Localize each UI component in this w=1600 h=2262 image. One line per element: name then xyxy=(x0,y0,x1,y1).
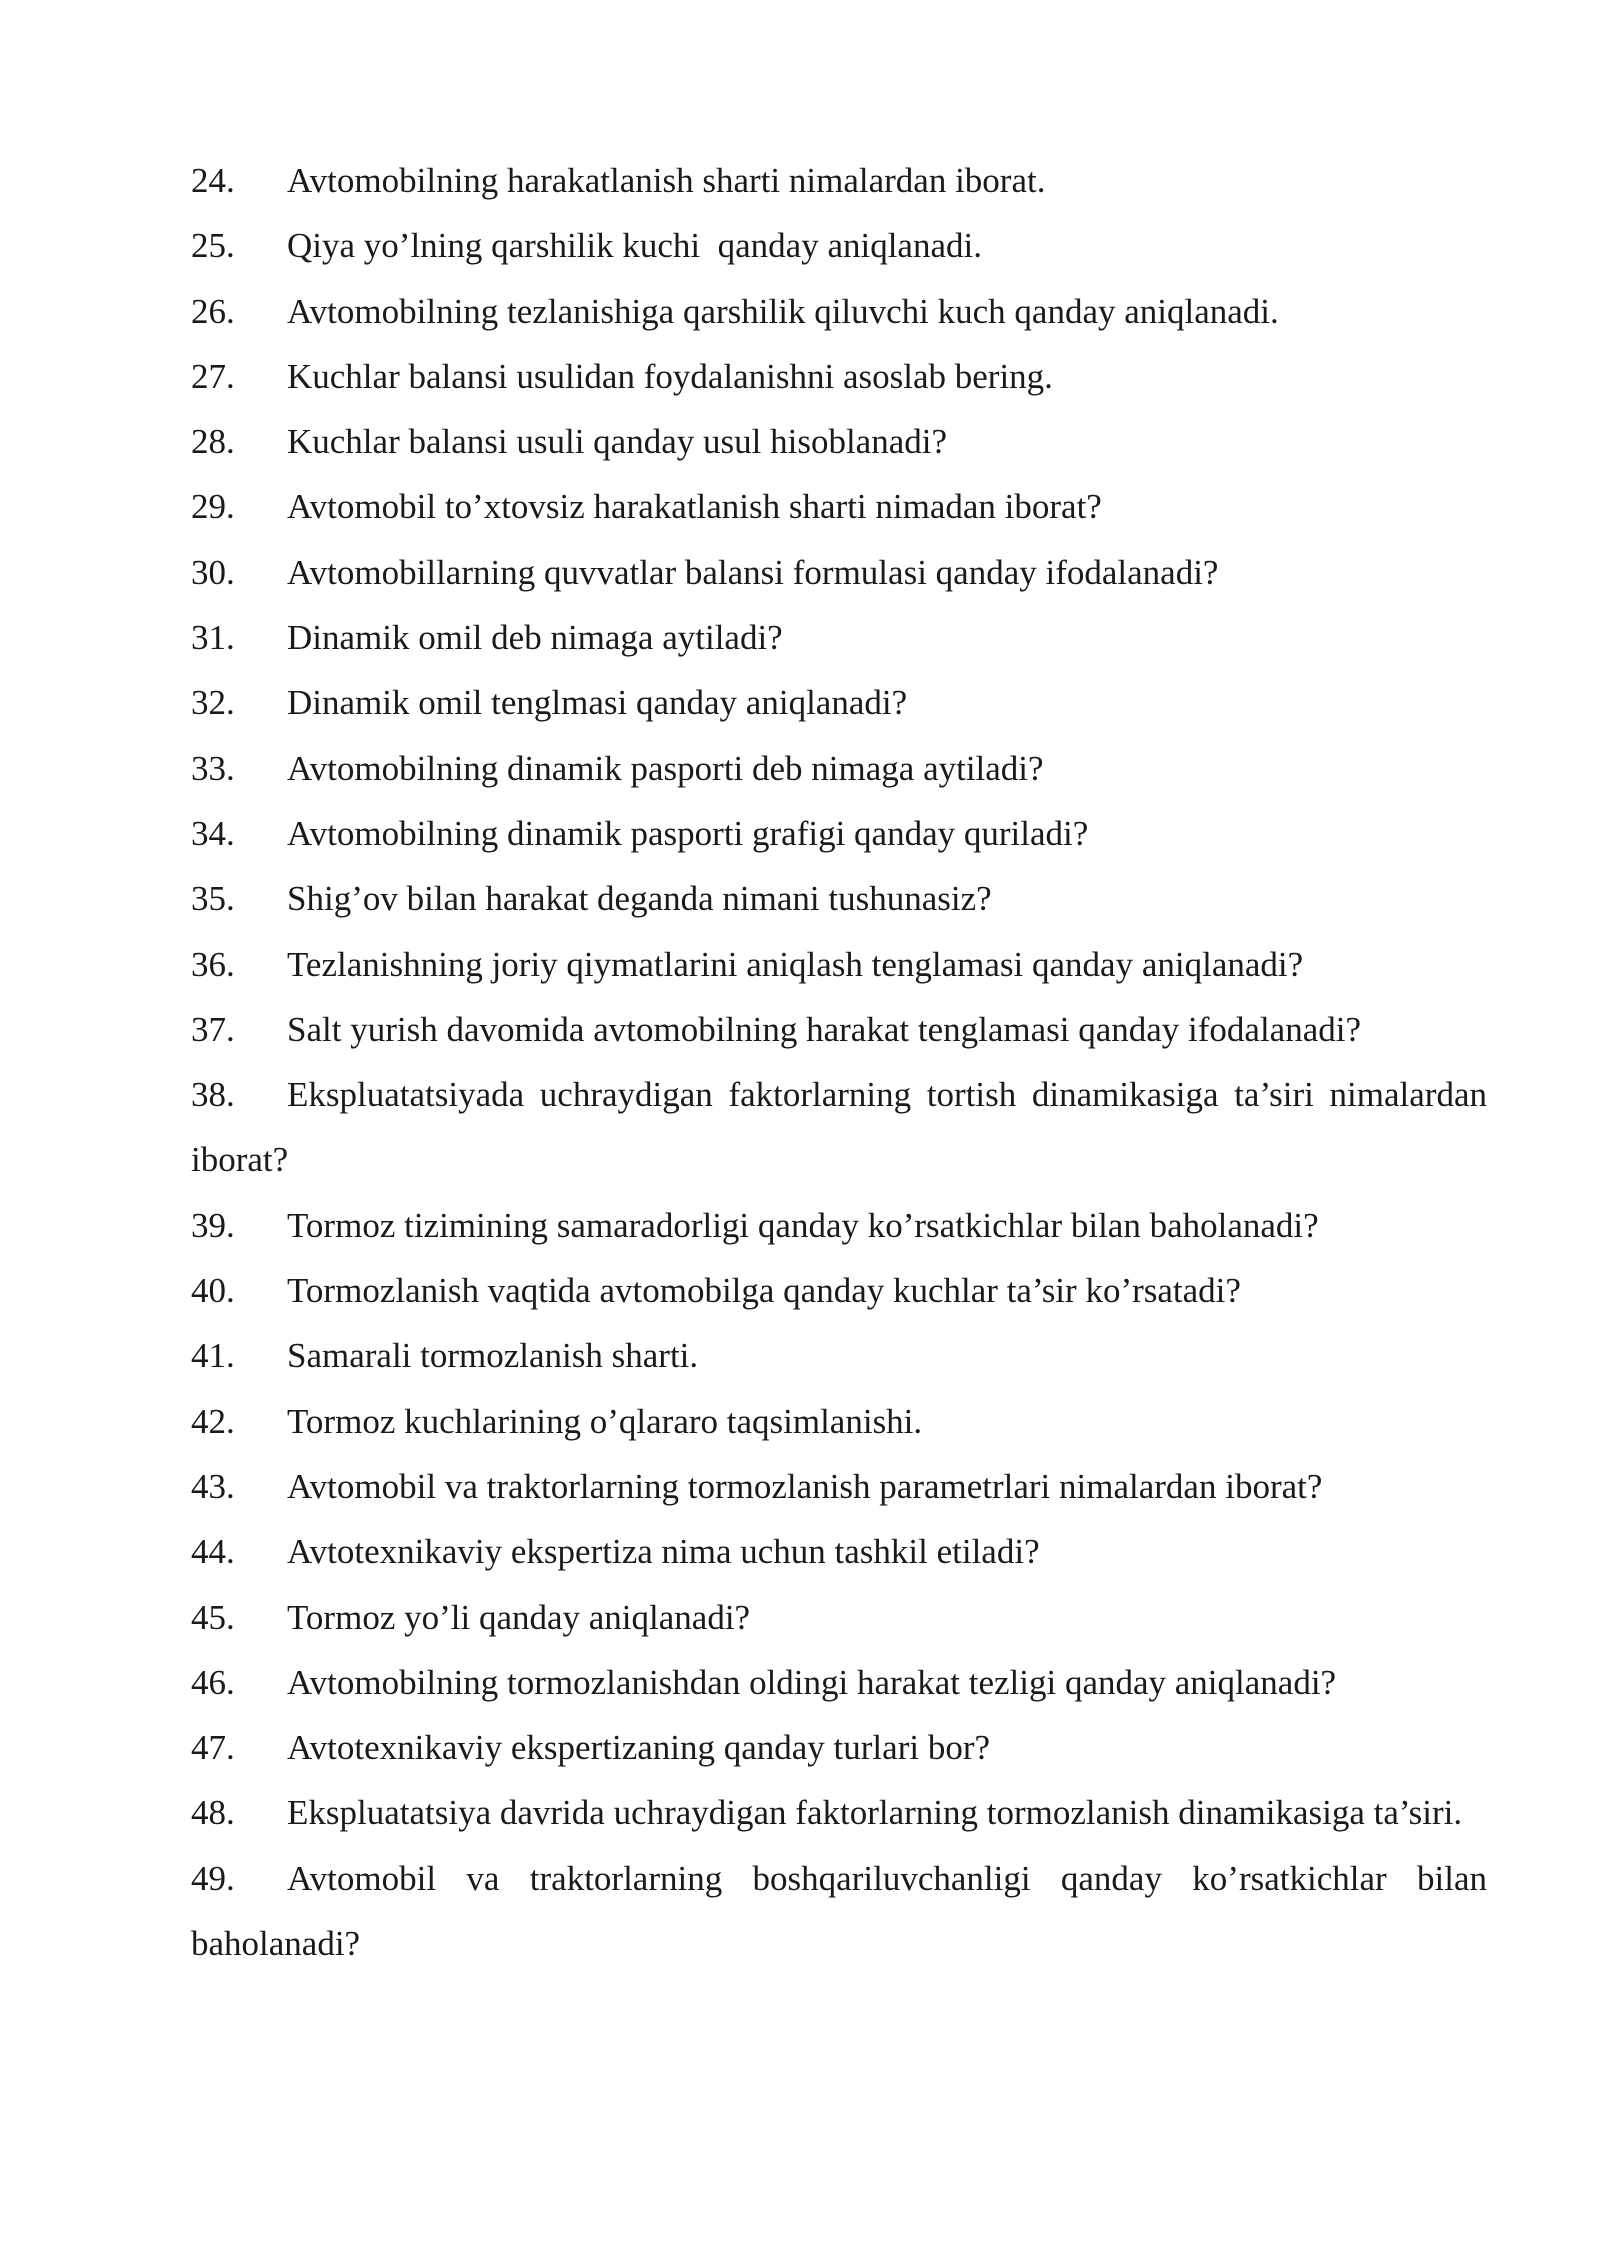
question-number: 25. xyxy=(191,226,235,266)
question-text: Tormoz yo’li qanday aniqlanadi? xyxy=(287,1597,751,1637)
list-item xyxy=(191,540,1487,605)
list-item xyxy=(191,1650,1487,1715)
list-item xyxy=(191,213,1487,278)
list-item xyxy=(191,801,1487,866)
question-number: 41. xyxy=(191,1336,235,1376)
list-item xyxy=(191,1519,1487,1584)
question-text: Avtotexnikaviy ekspertizaning qanday turlari bor? xyxy=(287,1728,991,1768)
list-item xyxy=(191,1715,1487,1780)
question-text: Avtomobil va traktorlarning tormozlanish parametrlari nimalardan iborat? xyxy=(287,1466,1323,1506)
question-number: 49. xyxy=(191,1858,235,1898)
question-number: 42. xyxy=(191,1401,235,1441)
question-number: 31. xyxy=(191,618,235,658)
question-number: 30. xyxy=(191,552,235,592)
list-item xyxy=(191,932,1487,997)
list-item xyxy=(191,1454,1487,1519)
list-item xyxy=(191,1780,1487,1845)
question-text: Tormozlanish vaqtida avtomobilga qanday kuchlar ta’sir ko’rsatadi? xyxy=(287,1271,1241,1311)
question-number: 38. xyxy=(191,1075,235,1115)
question-text: Avtomobilning dinamik pasporti grafigi qanday quriladi? xyxy=(287,813,1089,853)
question-number: 26. xyxy=(191,291,235,331)
question-number: 48. xyxy=(191,1793,235,1833)
question-number: 43. xyxy=(191,1466,235,1506)
question-text: Avtotexnikaviy ekspertiza nima uchun tashkil etiladi? xyxy=(287,1532,1040,1572)
question-text: Ekspluatatsiyada uchraydigan faktorlarning tortish dinamikasiga ta’siri nimalardan iborat? xyxy=(191,1075,1487,1180)
question-text: Avtomobil to’xtovsiz harakatlanish sharti nimadan iborat? xyxy=(287,487,1102,527)
question-text: Kuchlar balansi usuli qanday usul hisoblanadi? xyxy=(287,422,947,462)
list-item xyxy=(191,409,1487,474)
list-item xyxy=(191,997,1487,1062)
question-number: 37. xyxy=(191,1009,235,1049)
list-item xyxy=(191,1258,1487,1323)
list-item xyxy=(191,866,1487,931)
list-item xyxy=(191,670,1487,735)
list-item xyxy=(191,1323,1487,1388)
question-number: 28. xyxy=(191,422,235,462)
list-item xyxy=(191,474,1487,539)
question-text: Shig’ov bilan harakat deganda nimani tushunasiz? xyxy=(287,879,992,919)
question-text: Avtomobilning dinamik pasporti deb nimaga aytiladi? xyxy=(287,748,1044,788)
list-item xyxy=(191,1846,1487,1977)
question-number: 47. xyxy=(191,1728,235,1768)
question-number: 32. xyxy=(191,683,235,723)
list-item xyxy=(191,1193,1487,1258)
list-item xyxy=(191,1585,1487,1650)
question-text: Salt yurish davomida avtomobilning harakat tenglamasi qanday ifodalanadi? xyxy=(287,1009,1362,1049)
question-text: Avtomobil va traktorlarning boshqariluvchanligi qanday ko’rsatkichlar bilan baholanadi? xyxy=(191,1858,1487,1964)
list-item xyxy=(191,605,1487,670)
list-item xyxy=(191,148,1487,213)
question-text: Avtomobilning tormozlanishdan oldingi harakat tezligi qanday aniqlanadi? xyxy=(287,1662,1337,1702)
list-item xyxy=(191,736,1487,801)
question-number: 34. xyxy=(191,813,235,853)
list-item xyxy=(191,1389,1487,1454)
question-text: Kuchlar balansi usulidan foydalanishni asoslab bering. xyxy=(287,356,1053,396)
question-number: 36. xyxy=(191,944,235,984)
question-text: Dinamik omil tenglmasi qanday aniqlanadi? xyxy=(287,683,908,723)
question-text: Dinamik omil deb nimaga aytiladi? xyxy=(287,618,783,658)
list-item xyxy=(191,344,1487,409)
question-text: Avtomobilning harakatlanish sharti nimalardan iborat. xyxy=(287,161,1046,200)
question-number: 24. xyxy=(191,161,235,200)
question-number: 29. xyxy=(191,487,235,527)
question-number: 45. xyxy=(191,1597,235,1637)
question-number: 46. xyxy=(191,1662,235,1702)
list-item xyxy=(191,279,1487,344)
question-text: Tormoz kuchlarining o’qlararo taqsimlanishi. xyxy=(287,1401,923,1441)
question-text: Tezlanishning joriy qiymatlarini aniqlash tenglamasi qanday aniqlanadi? xyxy=(287,944,1304,984)
question-number: 27. xyxy=(191,356,235,396)
question-number: 44. xyxy=(191,1532,235,1572)
question-text: Ekspluatatsiya davrida uchraydigan faktorlarning tormozlanish dinamikasiga ta’siri. xyxy=(287,1793,1463,1833)
question-text: Samarali tormozlanish sharti. xyxy=(287,1336,699,1376)
question-number: 35. xyxy=(191,879,235,919)
question-list xyxy=(191,148,1487,1976)
question-text: Qiya yo’lning qarshilik kuchi qanday aniqlanadi. xyxy=(287,226,982,266)
question-text: Avtomobilning tezlanishiga qarshilik qiluvchi kuch qanday aniqlanadi. xyxy=(287,291,1279,331)
question-number: 33. xyxy=(191,748,235,788)
question-text: Tormoz tizimining samaradorligi qanday ko’rsatkichlar bilan baholanadi? xyxy=(287,1205,1319,1245)
question-number: 40. xyxy=(191,1271,235,1311)
list-item xyxy=(191,1062,1487,1193)
question-text: Avtomobillarning quvvatlar balansi formulasi qanday ifodalanadi? xyxy=(287,552,1219,592)
question-number: 39. xyxy=(191,1205,235,1245)
